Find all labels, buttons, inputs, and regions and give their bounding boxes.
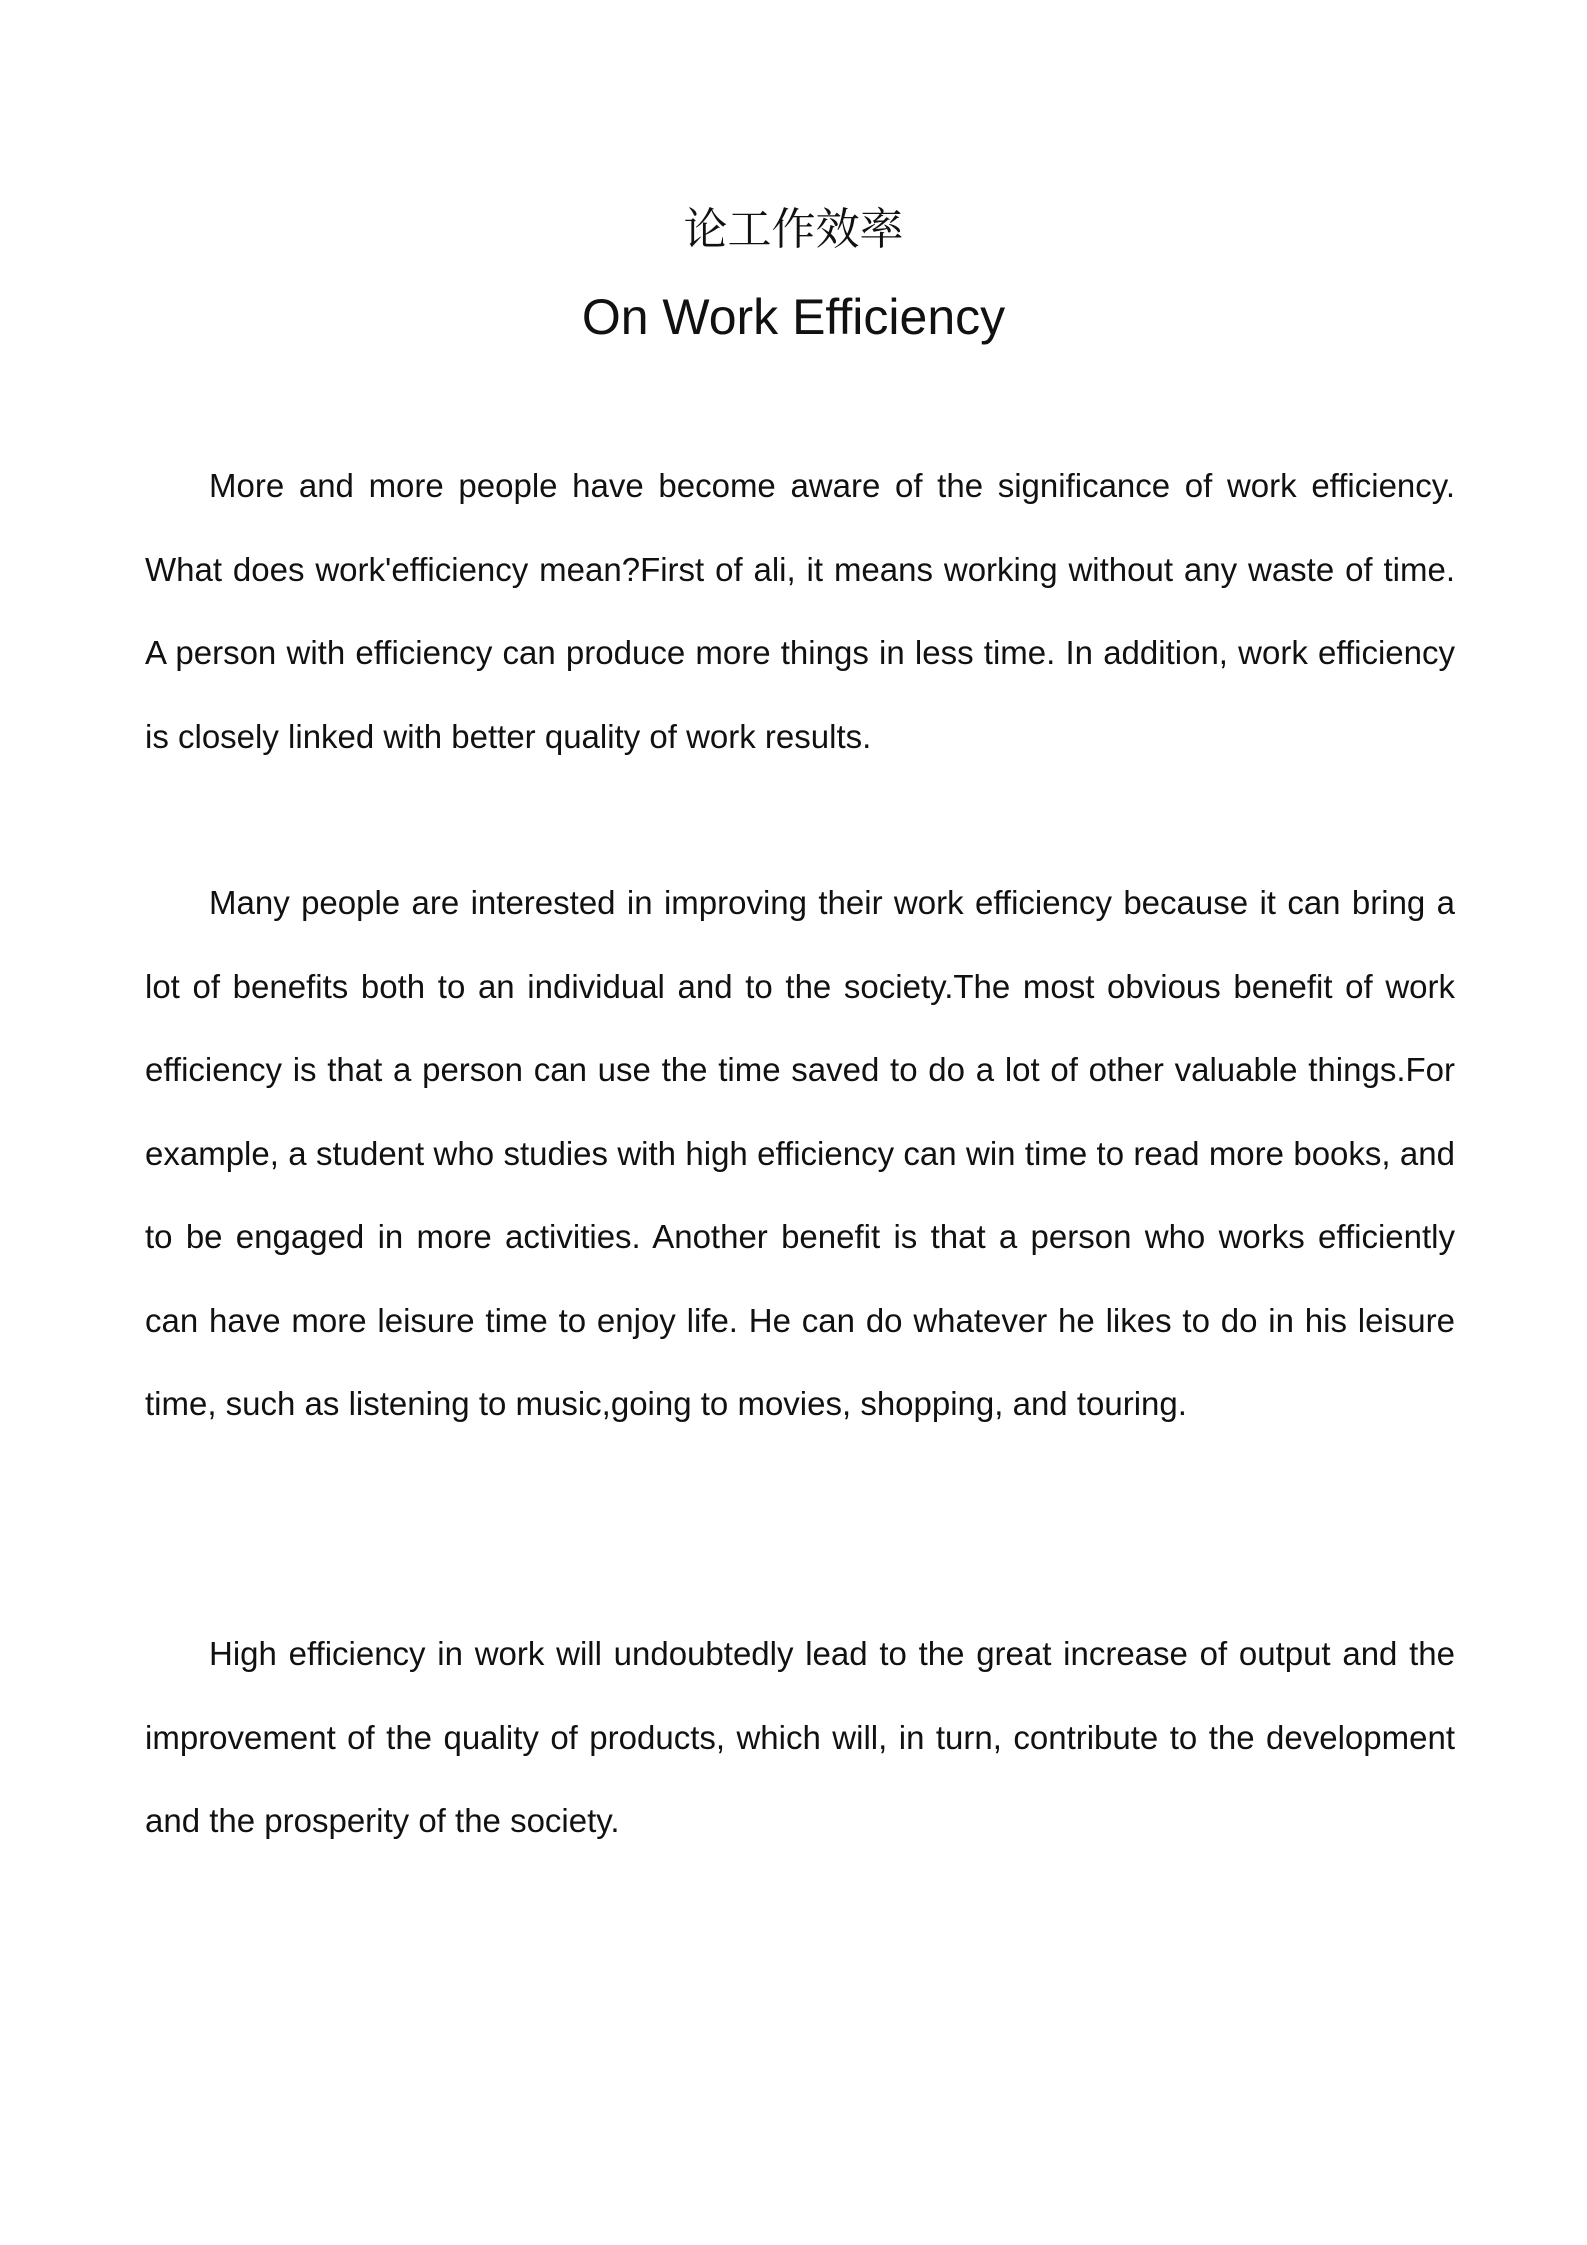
paragraph-1: More and more people have become aware of the significance of work efficiency. What does work'efficiency mean?First of ali, it means working without any waste of time. A person with efficiency can produce more things in less time. In addition, work efficiency is closely linked with better quality of work results. xyxy=(145,467,1455,755)
title-english: On Work Efficiency xyxy=(581,289,1006,345)
title-chinese: 论工作效率 xyxy=(683,204,904,255)
paragraph-2: Many people are interested in improving their work efficiency because it can bring a lot of benefits both to an individual and to the society.The most obvious benefit of work efficiency is that a person can use the time saved to do a lot of other valuable things.For example, a student who studies with high efficiency can win time to read more books, and to be engaged in more activities. Another benefit is that a person who works efficiently can have more leisure time to enjoy life. He can do whatever he likes to do in his leisure time, such as listening to music,going to movies, shopping, and touring. xyxy=(145,884,1455,1422)
paragraph-3: High efficiency in work will undoubtedly lead to the great increase of output and the improvement of the quality of products, which will, in turn, contribute to the development and the prosperity of the society. xyxy=(145,1635,1455,1839)
